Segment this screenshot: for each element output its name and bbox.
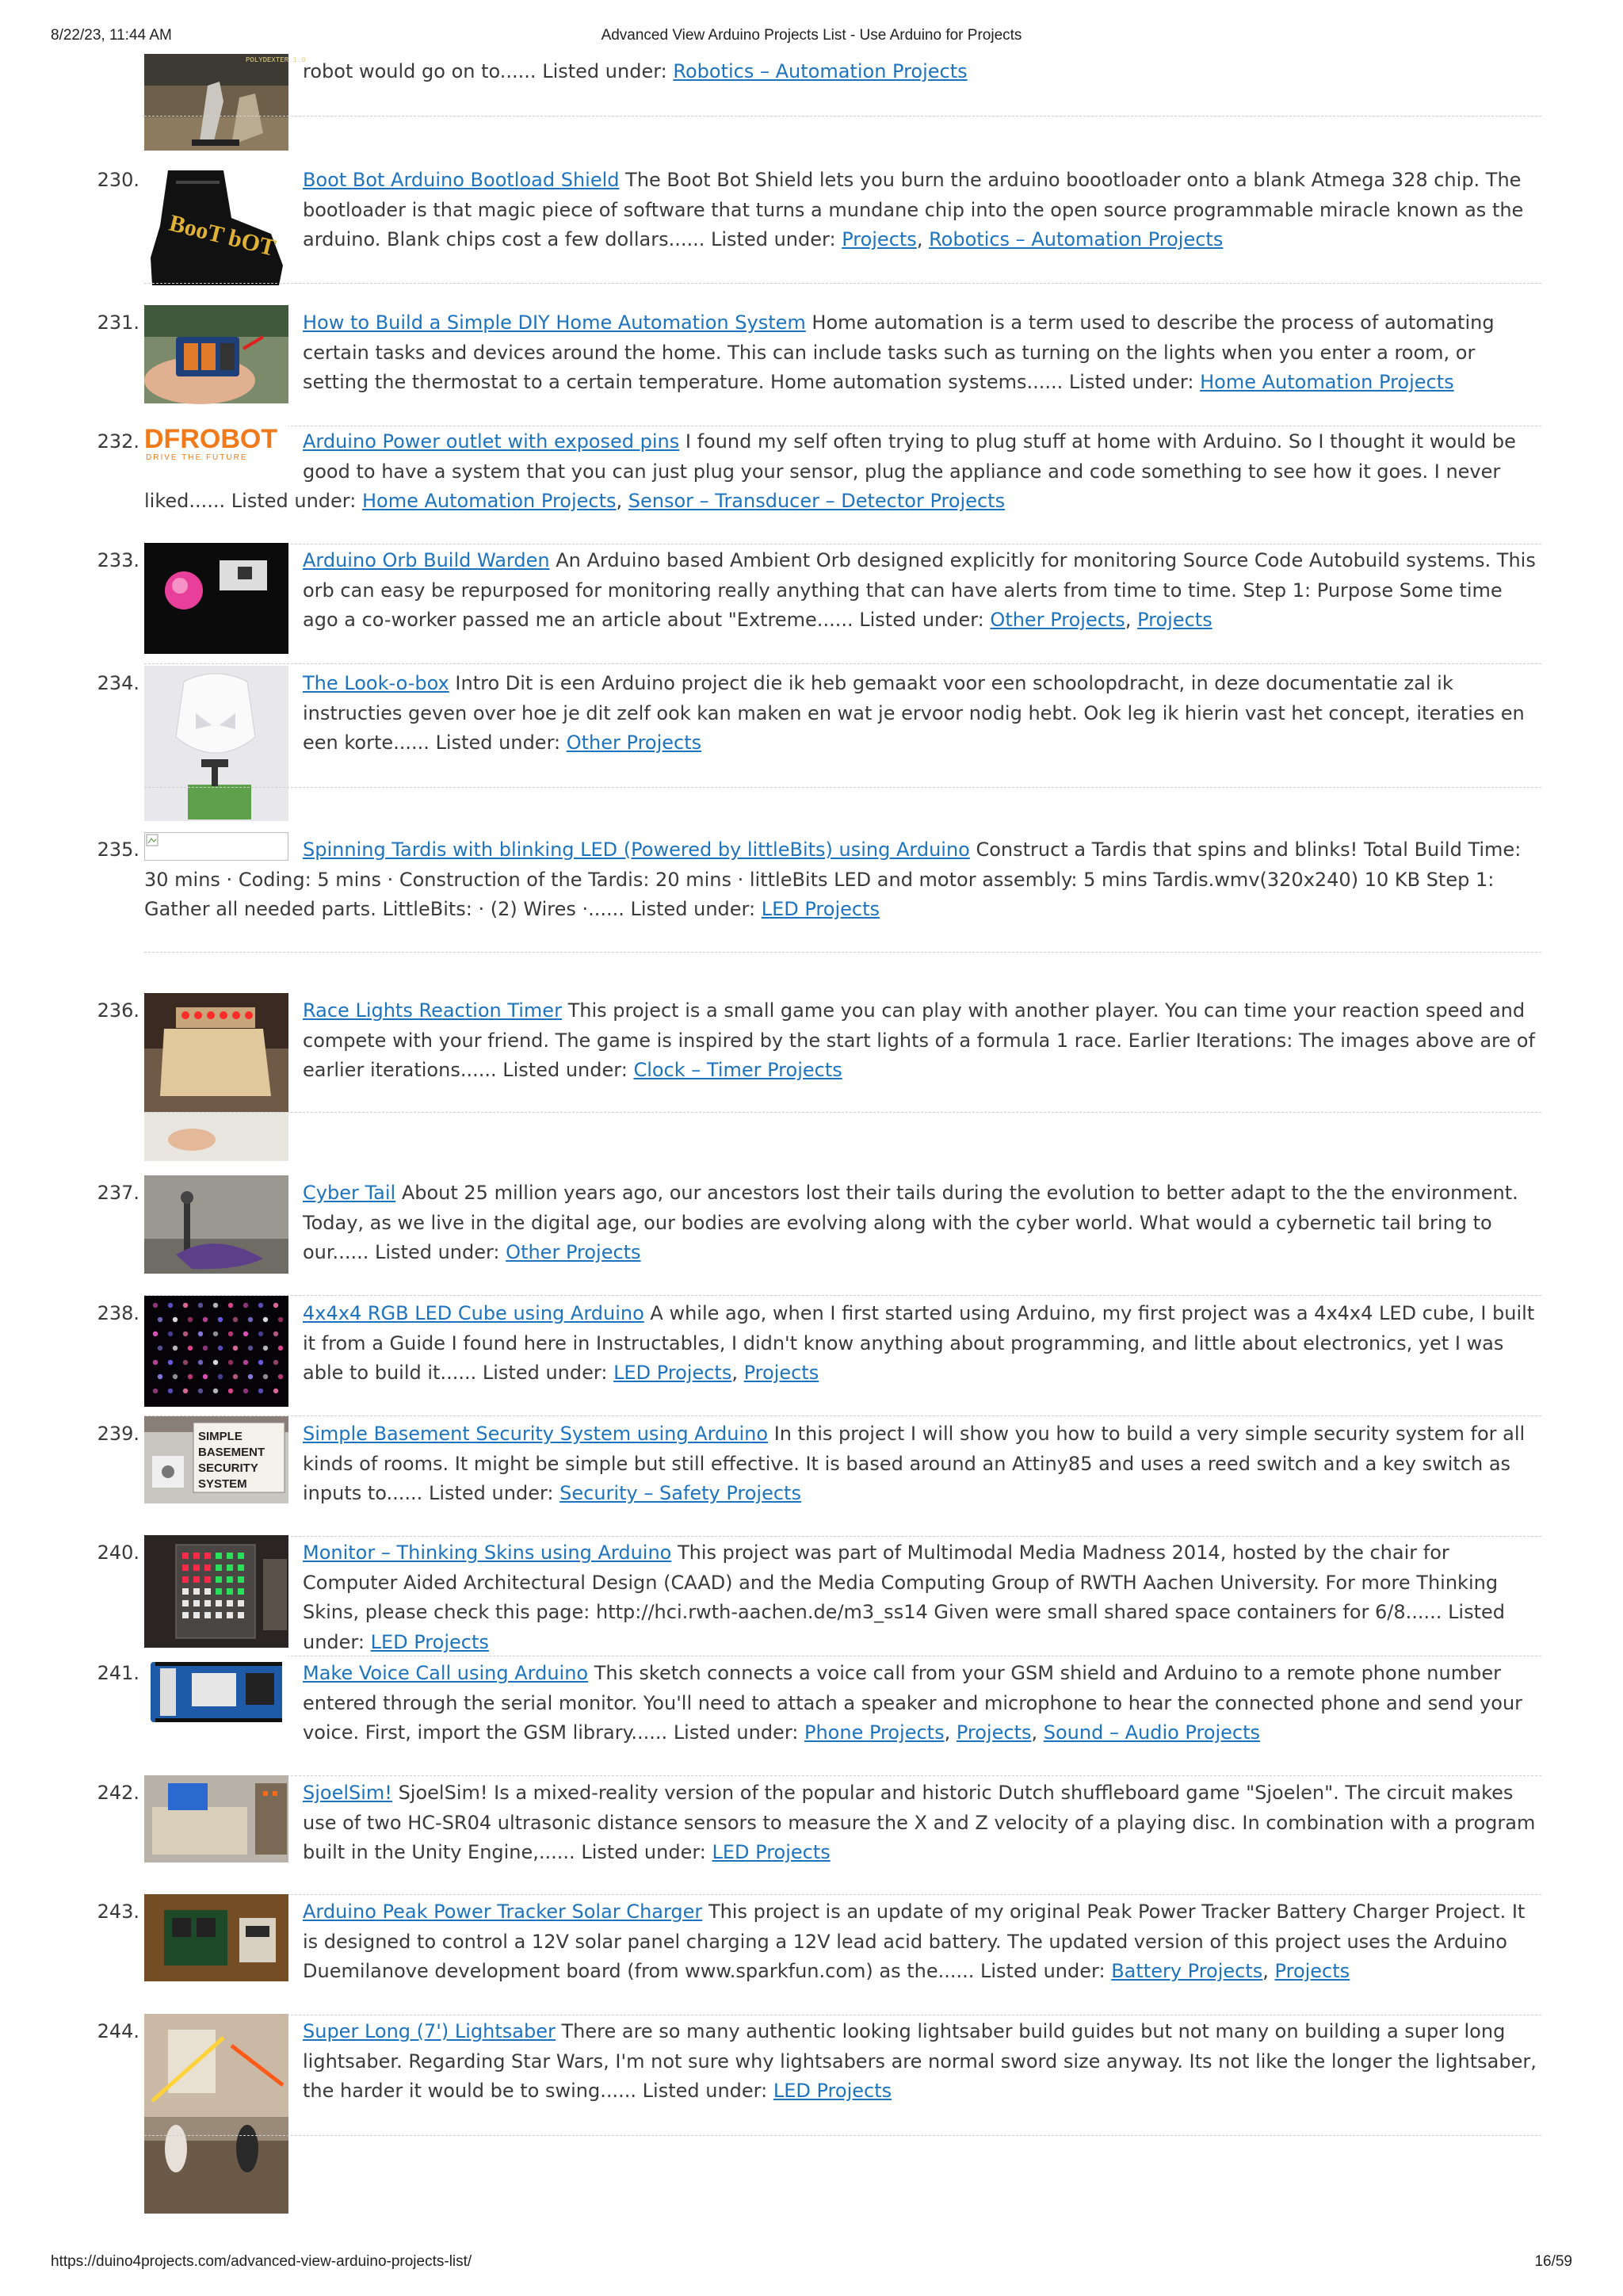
- project-title-link[interactable]: Arduino Orb Build Warden: [303, 549, 550, 571]
- category-link[interactable]: Other Projects: [506, 1241, 641, 1264]
- item-description: Arduino Peak Power Tracker Solar Charger This project is an update of my original Peak Power Tracker Battery Charger Project. It is designed to control a 12V solar panel charging a 12V lead acid battery. The updated version of this project uses the Arduino Duemilanove development board (from www.sparkfun.com) as the...... Listed under: Battery Projects, Projects: [303, 1901, 1526, 1983]
- excerpt: robot would go on to......: [303, 60, 537, 82]
- item-description: Arduino Power outlet with exposed pins I found my self often trying to plug stuff at home with Arduino. So I thought it would be good to have a system that you can just plug your sensor, plug the appliance and code something to see how it goes. I never liked...... Listed under: Home Automation Projects, Sensor – Transducer – Detector Projects: [144, 430, 1516, 513]
- listed-under-label: Listed under:: [673, 1721, 799, 1744]
- list-item-number: 232.: [97, 430, 139, 453]
- excerpt: Home automation is a term used to describe the process of automating certain tasks and devices around the home. This can include tasks such as turning on the lights when you enter a room, or setting the thermostat to a certain temperature. Home automation systems......: [303, 311, 1495, 394]
- excerpt: This project is a small game you can play with another player. You can time your reaction speed and compete with your friend. The game is inspired by the start lights of a formula 1 race. Earlier Iterations: The images above are of earlier iterations......: [303, 999, 1535, 1082]
- separator: [144, 116, 1541, 117]
- item-description: [144, 2017, 1541, 2217]
- print-url: https://duino4projects.com/advanced-view-arduino-projects-list/: [51, 2253, 472, 2270]
- category-link[interactable]: Projects: [956, 1721, 1032, 1744]
- svg-text:SECURITY: SECURITY: [198, 1461, 258, 1475]
- item-description: [144, 669, 1541, 824]
- list-item-number: 237.: [97, 1182, 139, 1204]
- list-item-number: 230.: [97, 169, 139, 191]
- listed-under-label: Listed under:: [1068, 371, 1194, 394]
- project-title-link[interactable]: The Look-o-box: [303, 672, 449, 694]
- item-description: 4x4x4 RGB LED Cube using Arduino A while ago, when I first started using Arduino, my first project was a 4x4x4 LED cube, I built it from a Guide I found here in Instructables, I didn't know anything about programming, and little about electronics, yet I was able to build it...... Listed under: LED Projects, Projects: [303, 1302, 1535, 1385]
- separator: [144, 1112, 1541, 1113]
- project-title-link[interactable]: SjoelSim!: [303, 1782, 392, 1804]
- category-link[interactable]: Home Automation Projects: [1200, 371, 1454, 394]
- category-link[interactable]: Other Projects: [990, 609, 1125, 632]
- excerpt: Construct a Tardis that spins and blinks! Total Build Time: 30 mins · Coding: 5 mins · Construction of the Tardis: 20 mins · littleBits LED and motor assembly: 5 mins Tardis.wmv(320x240) 10 KB Step 1: Gather all needed parts. LittleBits: · (2) Wires ·......: [144, 839, 1522, 921]
- list-item-number: 239.: [97, 1423, 139, 1445]
- thumb-caption: POLYDEXTER 1.0: [246, 56, 306, 64]
- category-link[interactable]: Robotics – Automation Projects: [673, 60, 968, 82]
- item-description: [144, 1419, 1541, 1509]
- category-link[interactable]: Clock – Timer Projects: [633, 1059, 842, 1082]
- svg-text:DRIVE THE FUTURE: DRIVE THE FUTURE: [146, 453, 248, 462]
- list-item-number: 234.: [97, 672, 139, 694]
- listed-under-label: Listed under:: [231, 490, 357, 513]
- category-link[interactable]: Sensor – Transducer – Detector Projects: [628, 490, 1006, 513]
- project-title-link[interactable]: Arduino Power outlet with exposed pins: [303, 430, 680, 453]
- project-title-link[interactable]: Arduino Peak Power Tracker Solar Charger: [303, 1901, 703, 1923]
- separator: [144, 952, 1541, 953]
- category-link[interactable]: LED Projects: [712, 1841, 831, 1864]
- list-item-number: 241.: [97, 1662, 139, 1684]
- excerpt: There are so many authentic looking lightsaber build guides but not many on building a super long lightsaber. Regarding Star Wars, I'm not sure why lightsabers are normal sword size anyway. Its not like the longer the lightsaber, the harder it would be to swing......: [303, 2020, 1537, 2103]
- category-link[interactable]: Projects: [743, 1362, 819, 1385]
- list-item-number: 242.: [97, 1782, 139, 1804]
- list-item-number: 231.: [97, 311, 139, 334]
- category-link[interactable]: Security – Safety Projects: [559, 1482, 801, 1505]
- category-link[interactable]: Other Projects: [566, 732, 702, 755]
- category-link[interactable]: Robotics – Automation Projects: [929, 228, 1224, 251]
- item-description: [144, 308, 1541, 407]
- project-title-link[interactable]: Super Long (7') Lightsaber: [303, 2020, 556, 2042]
- excerpt: This project was part of Multimodal Media Madness 2014, hosted by the chair for Computer Aided Architectural Design (CAAD) and the Media Computing Group of RWTH Aachen University. For more Thinking Skins, please check this page: http://hci.rwth-aachen.de/m3_ss14 Given were small shared space containers for 6/8......: [303, 1541, 1499, 1624]
- excerpt: About 25 million years ago, our ancestors lost their tails during the evolution to better adapt to the the environment. Today, as we live in the digital age, our bodies are evolving along with the cyber world. What would a cybernetic tail bring to our......: [303, 1182, 1518, 1264]
- list-item-number: 235.: [97, 839, 139, 861]
- excerpt: This project is an update of my original Peak Power Tracker Battery Charger Project. It is designed to control a 12V solar panel charging a 12V lead acid battery. The updated version of this project uses the Arduino Duemilanove development board (from www.sparkfun.com) as the......: [303, 1901, 1526, 1983]
- project-title-link[interactable]: Boot Bot Arduino Bootload Shield: [303, 169, 620, 191]
- listed-under-label: Listed under:: [581, 1841, 706, 1864]
- category-link[interactable]: LED Projects: [613, 1362, 732, 1385]
- svg-text:BASEMENT: BASEMENT: [198, 1446, 265, 1459]
- project-title-link[interactable]: Race Lights Reaction Timer: [303, 999, 562, 1022]
- project-title-link[interactable]: Cyber Tail: [303, 1182, 396, 1204]
- list-item-number: 244.: [97, 2020, 139, 2042]
- project-title-link[interactable]: Spinning Tardis with blinking LED (Powered by littleBits) using Arduino: [303, 839, 970, 861]
- item-description: [144, 835, 1541, 925]
- listed-under-label: Listed under:: [980, 1960, 1106, 1983]
- category-link[interactable]: Sound – Audio Projects: [1043, 1721, 1261, 1744]
- category-link[interactable]: Projects: [842, 228, 917, 251]
- svg-text:BooT bOT: BooT bOT: [166, 209, 279, 262]
- listed-under-label: Listed under:: [642, 2080, 768, 2103]
- item-description: Arduino Orb Build Warden An Arduino based Ambient Orb designed explicitly for monitoring Source Code Autobuild systems. This orb can easy be repurposed for monitoring really anything that can have alerts from time to time. Step 1: Purpose Some time ago a co-worker passed me an article about "Extreme...... Listed under: Other Projects, Projects: [303, 549, 1536, 632]
- print-page-title: Advanced View Arduino Projects List - Use Arduino for Projects: [601, 27, 1022, 44]
- category-link[interactable]: LED Projects: [761, 898, 880, 921]
- list-item-number: 238.: [97, 1302, 139, 1324]
- item-description: Boot Bot Arduino Bootload Shield The Boot Bot Shield lets you burn the arduino boootloader onto a blank Atmega 328 chip. The bootloader is that magic piece of software that turns a mundane chip into the open source programmable miracle known as the arduino. Blank chips cost a few dollars...... Listed under: Projects, Robotics – Automation Projects: [303, 169, 1524, 251]
- listed-under-label: Listed under:: [542, 60, 667, 82]
- project-title-link[interactable]: How to Build a Simple DIY Home Automation System: [303, 311, 806, 334]
- list-item-number: 243.: [97, 1901, 139, 1923]
- print-datetime: 8/22/23, 11:44 AM: [51, 27, 172, 44]
- listed-under-label: Listed under:: [482, 1362, 608, 1385]
- category-link[interactable]: LED Projects: [773, 2080, 892, 2103]
- item-description: [144, 1179, 1541, 1277]
- project-title-link[interactable]: Make Voice Call using Arduino: [303, 1662, 589, 1684]
- list-item-number: 240.: [97, 1541, 139, 1564]
- project-title-link[interactable]: Simple Basement Security System using Arduino: [303, 1423, 769, 1445]
- separator: [144, 283, 1541, 284]
- list-item-number: 236.: [97, 999, 139, 1022]
- listed-under-label: Listed under:: [502, 1059, 628, 1082]
- excerpt: SjoelSim! Is a mixed-reality version of the popular and historic Dutch shuffleboard game "Sjoelen". The circuit makes use of two HC-SR04 ultrasonic distance sensors to measure the X and Z velocity of a playing disc. In combination with a program built in the Unity Engine,......: [303, 1782, 1536, 1864]
- svg-text:SIMPLE: SIMPLE: [198, 1430, 242, 1443]
- separator: [144, 1295, 1541, 1296]
- separator: [144, 1415, 1541, 1416]
- excerpt: A while ago, when I first started using Arduino, my first project was a 4x4x4 LED cube, I built it from a Guide I found here in Instructables, I didn't know anything about programming, and little about electronics, yet I was able to build it......: [303, 1302, 1535, 1385]
- item-description: [144, 1778, 1541, 1868]
- svg-text:SYSTEM: SYSTEM: [198, 1477, 247, 1491]
- separator: [144, 1775, 1541, 1776]
- print-footer: [51, 2253, 1572, 2274]
- category-link[interactable]: LED Projects: [370, 1630, 489, 1653]
- svg-text:DFROBOT: DFROBOT: [144, 424, 278, 454]
- separator: [144, 787, 1541, 788]
- category-link[interactable]: Projects: [1137, 609, 1212, 632]
- category-link[interactable]: Phone Projects: [804, 1721, 945, 1744]
- listed-under-label: Listed under:: [428, 1482, 554, 1505]
- item-description: Make Voice Call using Arduino This sketch connects a voice call from your GSM shield and Arduino to a remote phone number entered through the serial monitor. You'll need to attach a speaker and microphone to hear the connected phone and send your voice. First, import the GSM library...... Listed under: Phone Projects, Projects, Sound – Audio Projects: [303, 1662, 1523, 1744]
- item-description: [144, 57, 1541, 89]
- listed-under-label: Listed under:: [435, 732, 561, 755]
- excerpt: The Boot Bot Shield lets you burn the arduino boootloader onto a blank Atmega 328 chip. The bootloader is that magic piece of software that turns a mundane chip into the open source programmable miracle known as the arduino. Blank chips cost a few dollars......: [303, 169, 1524, 251]
- item-description: [144, 996, 1541, 1164]
- list-item-number: 233.: [97, 549, 139, 571]
- print-header: [51, 27, 1572, 48]
- separator: [144, 1894, 1541, 1895]
- item-description: [144, 1538, 1541, 1657]
- separator: [144, 2135, 1541, 2136]
- listed-under-label: Listed under:: [859, 609, 984, 632]
- listed-under-label: Listed under:: [711, 228, 836, 251]
- excerpt: This sketch connects a voice call from your GSM shield and Arduino to a remote phone number entered through the serial monitor. You'll need to attach a speaker and microphone to hear the connected phone and send your voice. First, import the GSM library......: [303, 1662, 1523, 1744]
- excerpt: Intro Dit is een Arduino project die ik heb gemaakt voor een schoolopdracht, in deze documentatie zal ik instructies geven over hoe je dit zelf ook kan maken en wat je ervoor nodig hebt. Ook leg ik hierin vast het concept, iteraties en een korte......: [303, 672, 1525, 755]
- listed-under-label: Listed under:: [630, 898, 756, 921]
- excerpt: I found my self often trying to plug stuff at home with Arduino. So I thought it would be good to have a system that you can just plug your sensor, plug the appliance and code something to see how it goes. I never liked......: [144, 430, 1516, 513]
- category-link[interactable]: Home Automation Projects: [361, 490, 617, 513]
- print-page-number: 16/59: [1534, 2253, 1572, 2270]
- category-link[interactable]: Projects: [1274, 1960, 1350, 1983]
- category-link[interactable]: Battery Projects: [1111, 1960, 1263, 1983]
- excerpt: An Arduino based Ambient Orb designed explicitly for monitoring Source Code Autobuild systems. This orb can easy be repurposed for monitoring really anything that can have alerts from time to time. Step 1: Purpose Some time ago a co-worker passed me an article about "Extreme......: [303, 549, 1536, 632]
- separator: [144, 1536, 1541, 1537]
- excerpt: In this project I will show you how to build a very simple security system for all kinds of rooms. It might be simple but still effective. It is based around an Attiny85 and uses a reed switch and a key switch as inputs to......: [303, 1423, 1526, 1505]
- listed-under-label: Listed under:: [303, 1601, 1506, 1653]
- project-title-link[interactable]: Monitor – Thinking Skins using Arduino: [303, 1541, 672, 1564]
- listed-under-label: Listed under:: [374, 1241, 500, 1264]
- project-title-link[interactable]: 4x4x4 RGB LED Cube using Arduino: [303, 1302, 644, 1324]
- separator: [144, 663, 1541, 664]
